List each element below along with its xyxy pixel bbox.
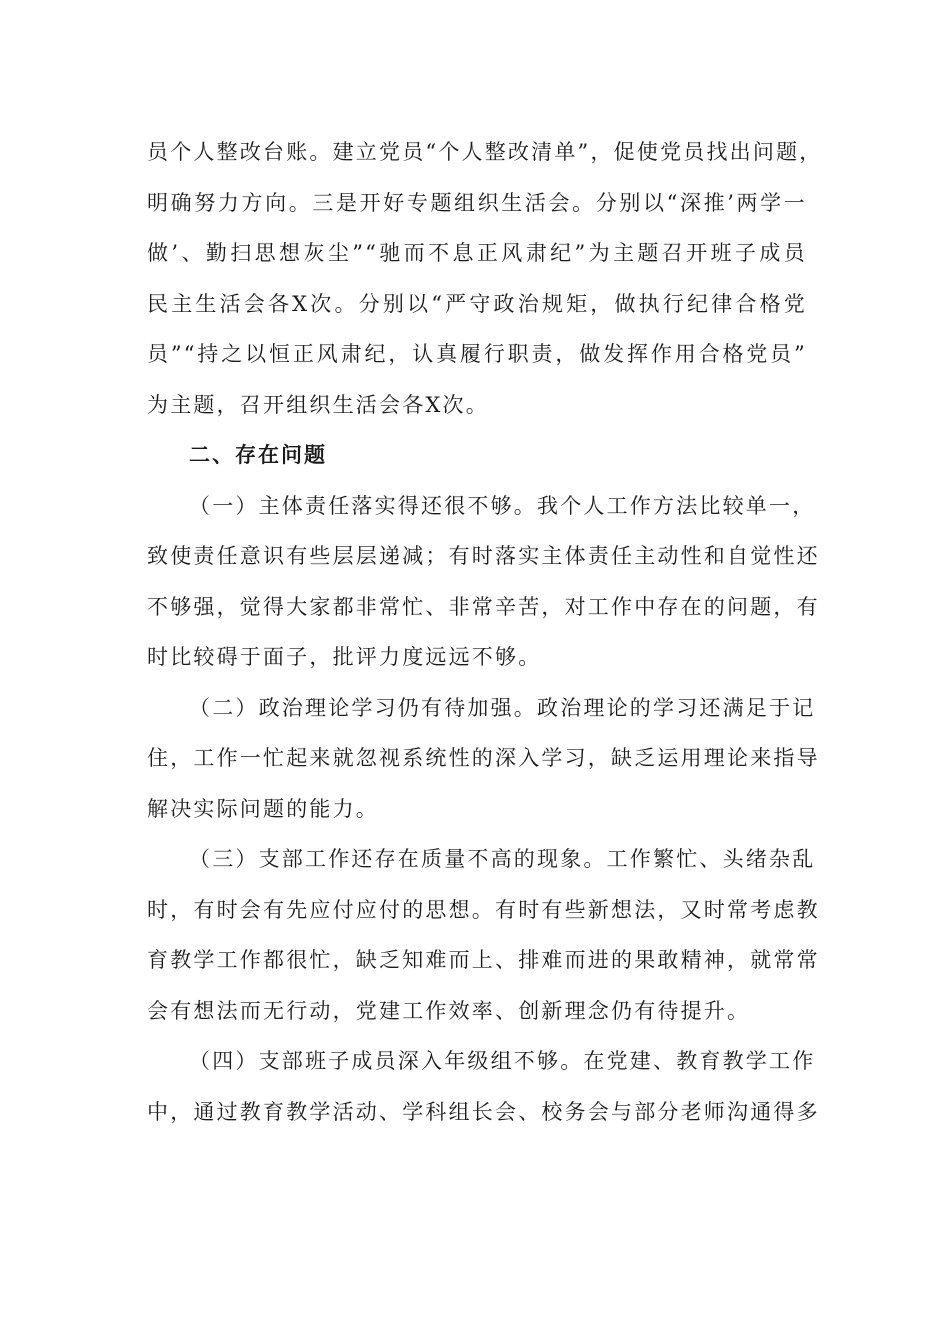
text-line: 中，通过教育教学活动、学科组长会、校务会与部分老师沟通得多 xyxy=(147,1099,820,1124)
text-line: （二）政治理论学习仍有待加强。政治理论的学习还满足于记 xyxy=(189,695,816,720)
text-line: 民主生活会各X次。分别以“严守政治规矩，做执行纪律合格党 xyxy=(147,291,807,316)
problem-paragraph-4 xyxy=(147,1036,820,1137)
text-line: 时，有时会有先应付应付的思想。有时有些新想法，又时常考虑教 xyxy=(147,897,820,922)
document-body xyxy=(147,127,823,1137)
problem-paragraph-2 xyxy=(147,683,820,835)
text-line: （四）支部班子成员深入年级组不够。在党建、教育教学工作 xyxy=(189,1049,816,1073)
problem-paragraph-3 xyxy=(147,834,820,1036)
text-line: 员个人整改台账。建立党员“个人整改清单”，促使党员找出问题， xyxy=(147,140,823,164)
text-line: 住，工作一忙起来就忽视系统性的深入学习，缺乏运用理论来指导 xyxy=(147,746,820,770)
text-line: 解决实际问题的能力。 xyxy=(147,796,379,821)
text-line: 时比较碍于面子，批评力度远远不够。 xyxy=(147,645,542,669)
text-line: 员”“持之以恒正风肃纪，认真履行职责，做发挥作用合格党员” xyxy=(147,342,807,366)
text-line: 不够强，觉得大家都非常忙、非常辛苦，对工作中存在的问题，有 xyxy=(147,594,820,619)
text-line: （一）主体责任落实得还很不够。我个人工作方法比较单一， xyxy=(189,493,816,518)
text-line: （三）支部工作还存在质量不高的现象。工作繁忙、头绪杂乱 xyxy=(189,847,816,871)
text-line: 做’、勤扫思想灰尘”“驰而不息正风肃纪”为主题召开班子成员 xyxy=(147,241,807,265)
text-line: 育教学工作都很忙，缺乏知难而上、排难而进的果敢精神，就常常 xyxy=(147,948,820,972)
text-line: 为主题，召开组织生活会各X次。 xyxy=(147,392,489,417)
text-line: 致使责任意识有些层层递减；有时落实主体责任主动性和自觉性还 xyxy=(147,544,820,568)
text-line: 会有想法而无行动，党建工作效率、创新理念仍有待提升。 xyxy=(147,998,751,1023)
problem-paragraph-1 xyxy=(147,481,820,683)
intro-paragraph xyxy=(147,127,823,430)
text-line: 明确努力方向。三是开好专题组织生活会。分别以“深推’两学一 xyxy=(147,190,807,215)
section-heading: 二、存在问题 xyxy=(189,443,327,467)
